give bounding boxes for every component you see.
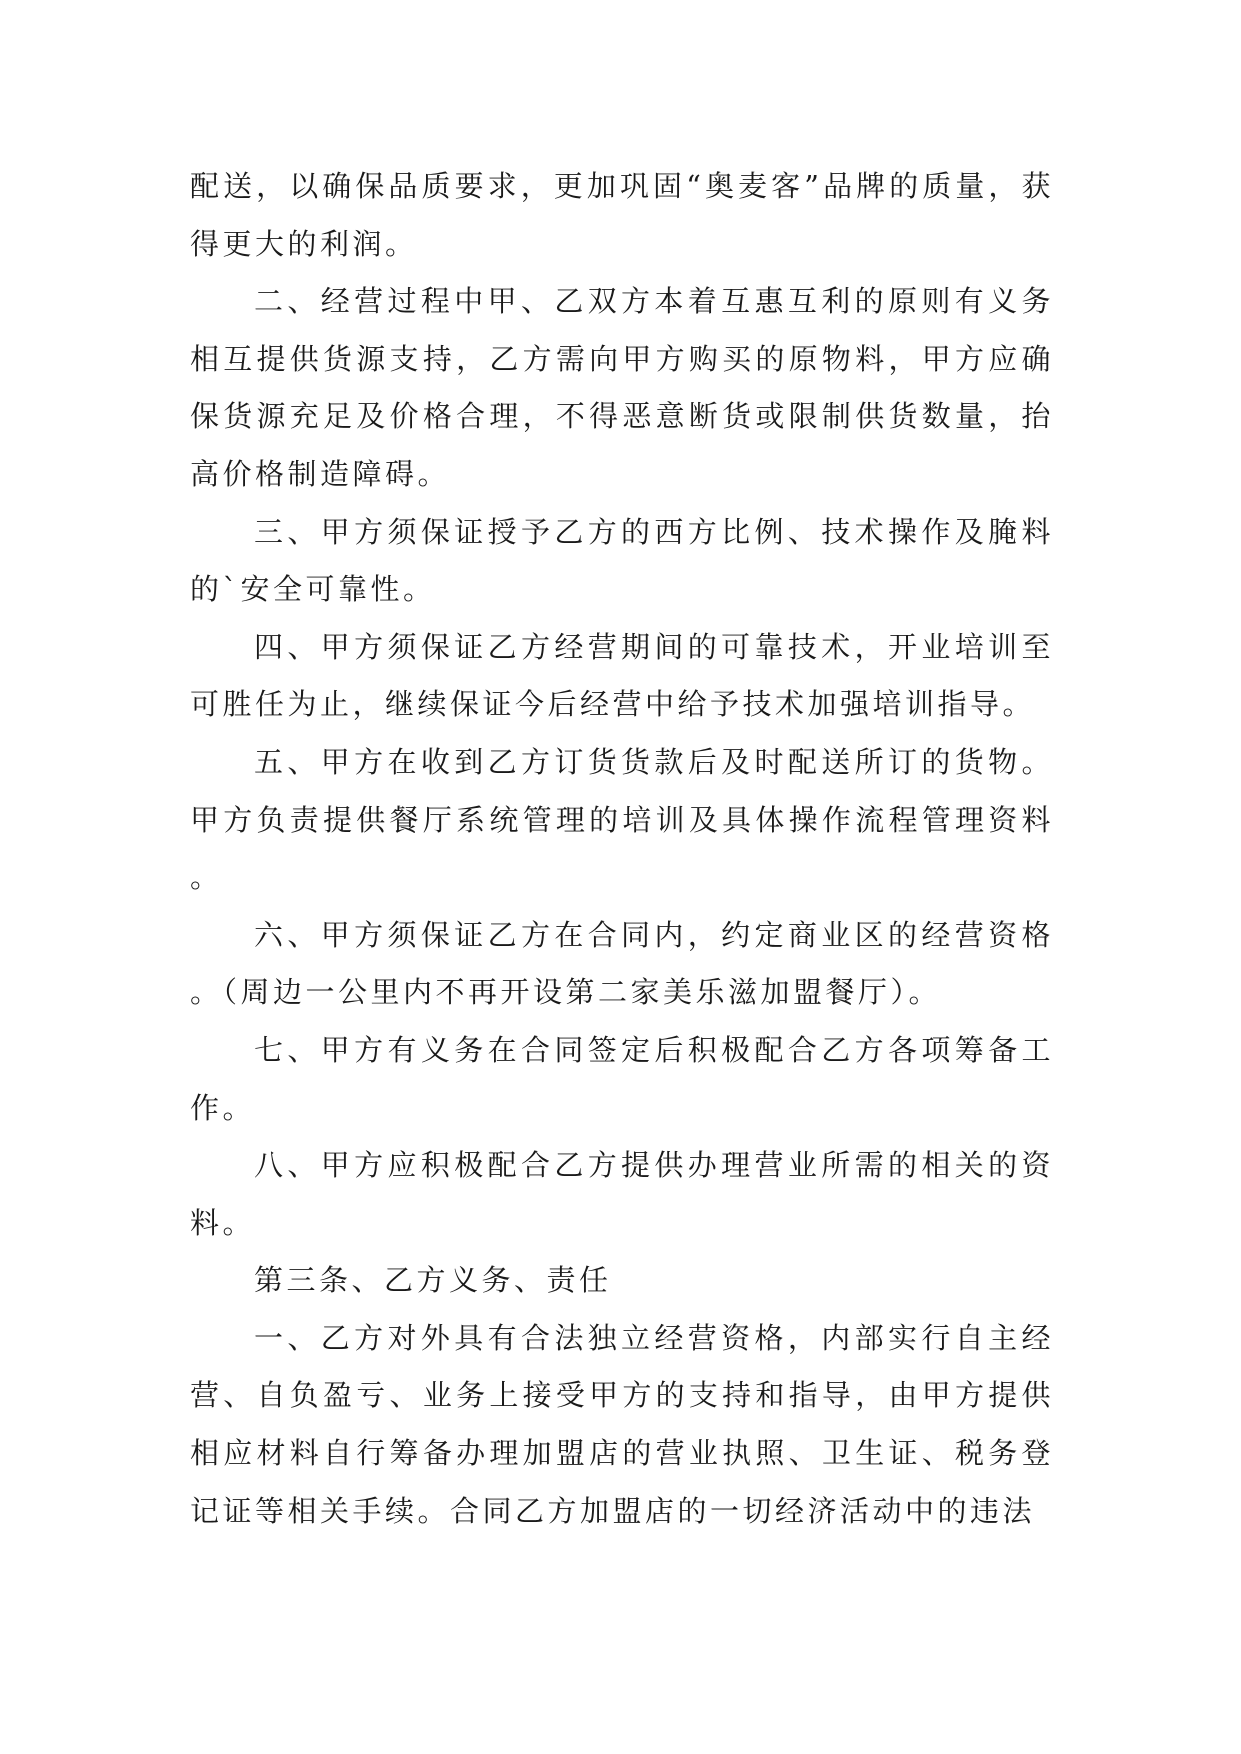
paragraph-clause-8-documents: 八、甲方应积极配合乙方提供办理营业所需的相关的资料。 (190, 1148, 1054, 1240)
paragraph-clause-3-safety: 三、甲方须保证授予乙方的西方比例、技术操作及腌料的`安全可靠性。 (190, 514, 1054, 607)
document-body (190, 158, 1054, 1540)
paragraph-clause-5-delivery: 五、甲方在收到乙方订货货款后及时配送所订的货物。甲方负责提供餐厅系统管理的培训及具体操作流程管理资料。 (190, 744, 1054, 895)
paragraph-clause-4-training: 四、甲方须保证乙方经营期间的可靠技术，开业培训至可胜任为止，继续保证今后经营中给予技术加强培训指导。 (190, 629, 1054, 722)
section-heading-article-3: 第三条、乙方义务、责任 (254, 1263, 612, 1298)
paragraph-clause-7-preparation: 七、甲方有义务在合同签定后积极配合乙方各项筹备工作。 (190, 1032, 1054, 1125)
paragraph-continuation-delivery: 配送，以确保品质要求，更加巩固“奥麦客”品牌的质量，获得更大的利润。 (190, 169, 1054, 261)
paragraph-article-3-clause-1: 一、乙方对外具有合法独立经营资格，内部实行自主经营、自负盈亏、业务上接受甲方的支持和指导，由甲方提供相应材料自行筹备办理加盟店的营业执照、卫生证、税务登记证等相关手续。合同乙方加盟店的一切经济活动中的违法 (190, 1320, 1054, 1528)
paragraph-clause-6-territory: 六、甲方须保证乙方在合同内，约定商业区的经营资格。（周边一公里内不再开设第二家美乐滋加盟餐厅）。 (190, 917, 1054, 1010)
paragraph-clause-2-supply: 二、经营过程中甲、乙双方本着互惠互利的原则有义务相互提供货源支持，乙方需向甲方购买的原物料，甲方应确保货源充足及价格合理，不得恶意断货或限制供货数量，抬高价格制造障碍。 (190, 284, 1054, 491)
